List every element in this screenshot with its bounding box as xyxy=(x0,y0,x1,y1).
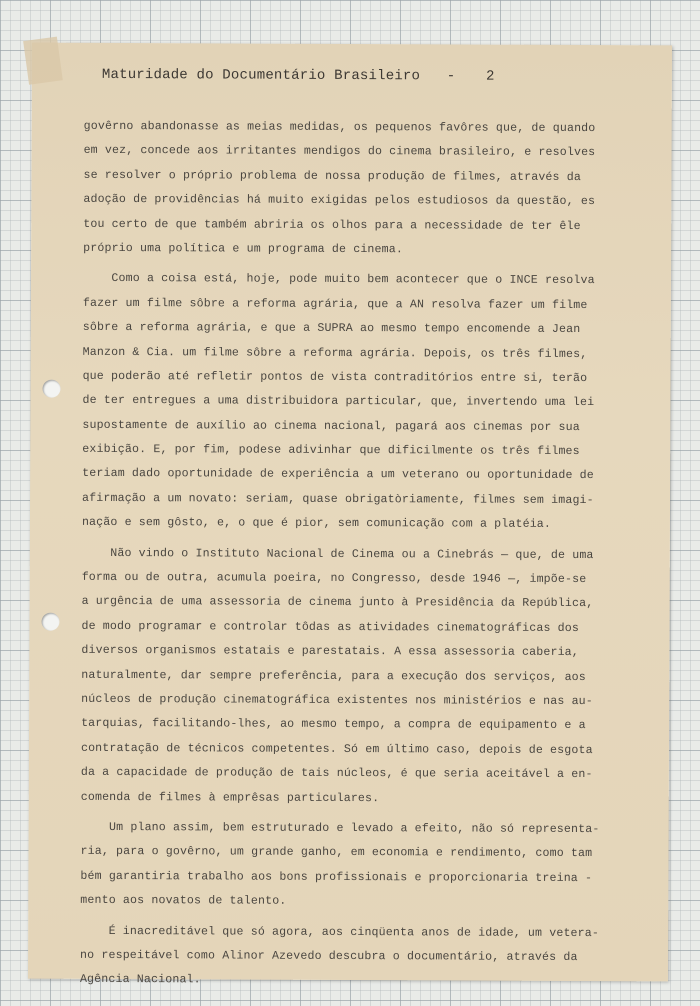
text-line: mento aos novatos de talento. xyxy=(80,893,287,908)
text-line: núcleos de produção cinematográfica existentes nos ministérios e nas au- xyxy=(81,692,593,709)
paragraph xyxy=(83,115,644,264)
text-line: nação e sem gôsto, e, o que é pior, sem comunicação com a platéia. xyxy=(81,516,552,532)
text-line: supostamente de auxílio ao cinema nacional, pagará aos cinemas por sua xyxy=(82,418,580,434)
text-line: contratação de técnicos competentes. Só em último caso, depois de esgota xyxy=(80,741,593,757)
document-body xyxy=(80,115,644,995)
text-line: se resolver o próprio problema de nossa produção de filmes, através da xyxy=(83,168,582,184)
text-line: ria, para o govêrno, um grande ganho, em economia e rendimento, como tam xyxy=(80,845,593,861)
text-line: próprio uma política e um programa de cinema. xyxy=(83,241,404,257)
text-line: a urgência de uma assessoria de cinema junto à Presidência da República, xyxy=(81,595,594,611)
text-line: govêrno abandonasse as meias medidas, os pequenos favôres que, de quando xyxy=(83,119,596,136)
text-line: em vez, concede aos irritantes mendigos do cinema brasileiro, e resolves xyxy=(83,144,596,160)
text-line: Um plano assim, bem estruturado e levado a efeito, não só representa- xyxy=(80,820,600,837)
paragraph xyxy=(81,541,642,812)
text-line: bém garantiria trabalho aos bons profissionais e proporcionaria treina - xyxy=(80,869,593,885)
text-line: adoção de providências há muito exigidas pelos estudiosos da questão, es xyxy=(83,193,596,209)
paragraph xyxy=(80,816,640,916)
text-line: É inacreditável que só agora, aos cinqüenta anos de idade, um vetera- xyxy=(80,924,600,940)
text-line: de modo programar e controlar tôdas as atividades cinematográficas dos xyxy=(81,619,580,635)
typewritten-page xyxy=(28,43,672,987)
binder-hole xyxy=(42,380,60,398)
text-line: tarquias, facilitando-lhes, ao mesmo tempo, a compra de equipamento e a xyxy=(81,717,586,733)
page-number: 2 xyxy=(485,68,495,85)
text-line: afirmação a um novato: seriam, quase obrigatòriamente, filmes sem imagi- xyxy=(82,491,594,507)
text-line: Manzon & Cia. um filme sôbre a reforma agrária. Depois, os três filmes, xyxy=(82,345,588,361)
text-line: de ter entregues a uma distribuidora particular, que, invertendo uma lei xyxy=(82,394,595,410)
text-line: naturalmente, dar sempre preferência, para a execução dos serviços, aos xyxy=(81,668,586,684)
text-line: da a capacidade de produção de tais núcleos, é que seria aceitável a en- xyxy=(80,765,593,782)
paragraph xyxy=(80,919,640,995)
paragraph xyxy=(82,267,643,538)
text-line: diversos organismos estatais e parestatais. A essa assessoria caberia, xyxy=(81,644,579,660)
binder-hole xyxy=(41,613,59,631)
text-line: teriam dado oportunidade de experiência a um veterano ou oportunidade de xyxy=(82,467,594,483)
text-line: comenda de filmes à emprêsas particulares. xyxy=(80,790,380,805)
text-line: que poderão até refletir pontos de vista contraditórios entre si, terão xyxy=(82,369,588,385)
text-line: Como a coisa está, hoje, pode muito bem acontecer que o INCE resolva xyxy=(82,272,595,288)
text-line: tou certo de que também abriria os olhos para a necessidade de ter êle xyxy=(83,217,581,233)
text-line: Agência Nacional. xyxy=(79,973,201,987)
text-line: exibição. E, por fim, podese adivinhar que dificilmente os três filmes xyxy=(82,442,580,459)
text-line: forma ou de outra, acumula poeira, no Congresso, desde 1946 —, impõe-se xyxy=(81,570,587,587)
page-header xyxy=(102,67,495,85)
header-title: Maturidade do Documentário Brasileiro xyxy=(101,66,421,85)
text-line: Não vindo o Instituto Nacional de Cinema ou a Cinebrás — que, de uma xyxy=(81,546,594,562)
header-separator: - xyxy=(446,68,456,85)
text-line: fazer um filme sôbre a reforma agrária, que a AN resolva fazer um filme xyxy=(82,296,588,312)
text-line: no respeitável como Alinor Azevedo descubra o documentário, através da xyxy=(80,948,578,964)
text-line: sôbre a reforma agrária, e que a SUPRA ao mesmo tempo encomende a Jean xyxy=(82,320,581,337)
